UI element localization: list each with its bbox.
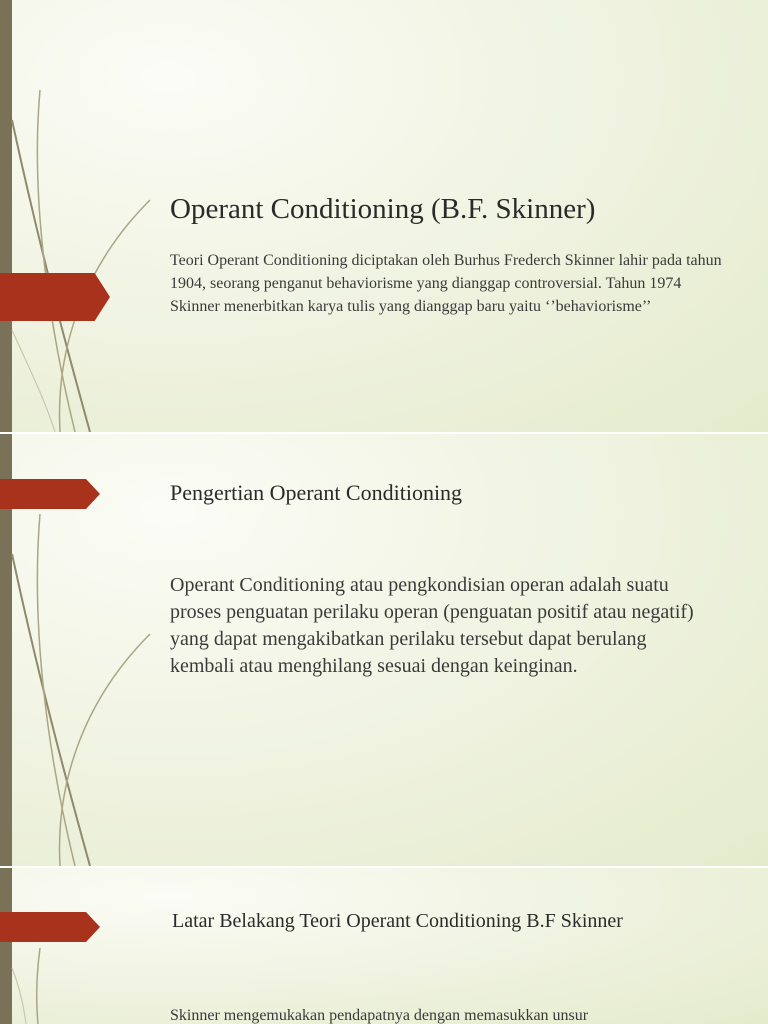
slide-2	[0, 434, 768, 866]
accent-arrow-tab	[0, 479, 100, 509]
accent-arrow-tab	[0, 912, 100, 942]
slide-title: Latar Belakang Teori Operant Conditioning B.F Skinner	[172, 910, 623, 932]
slide-title: Operant Conditioning (B.F. Skinner)	[170, 193, 596, 225]
slide-3	[0, 868, 768, 1024]
slide-1	[0, 0, 768, 432]
slide-body-text: Skinner mengemukakan pendapatnya dengan memasukkan unsur	[170, 1007, 589, 1024]
slide-left-bar	[0, 868, 12, 1024]
slide-body-text: Teori Operant Conditioning diciptakan oleh Burhus Frederch Skinner lahir pada tahun 1904, seorang penganut behaviorisme yang dianggap controversial. Tahun 1974 Skinner menerbitkan karya tulis yang dianggap baru yaitu ‘’behaviorisme’’	[170, 252, 722, 315]
decorative-swirl-lines	[0, 868, 200, 1024]
accent-arrow-tab	[0, 273, 110, 321]
slide-left-bar	[0, 0, 12, 432]
slide-title: Pengertian Operant Conditioning	[170, 480, 463, 505]
slide-body-text: Operant Conditioning atau pengkondisian operan adalah suatu proses penguatan perilaku operan (penguatan positif atau negatif) yang dapat mengakibatkan perilaku tersebut dapat berulang kembali atau menghilang sesuai dengan keinginan.	[170, 574, 694, 677]
